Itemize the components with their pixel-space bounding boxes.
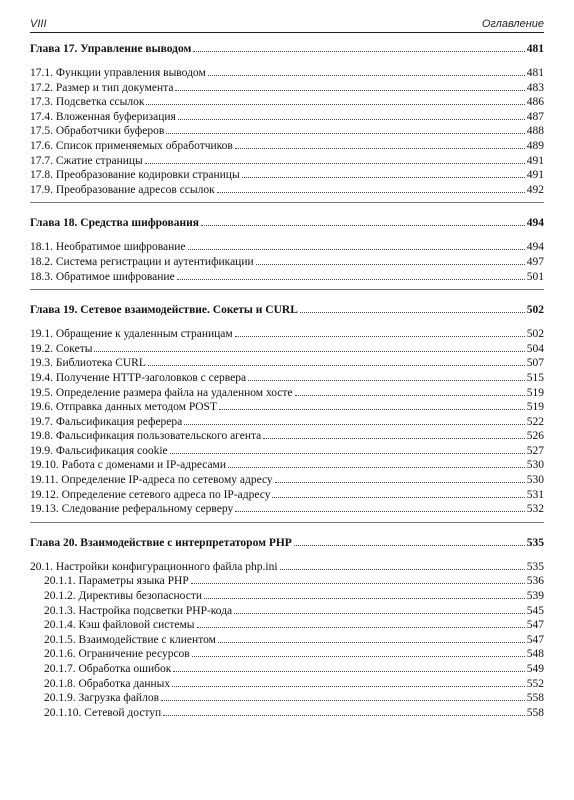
toc-section-entry[interactable] xyxy=(30,428,544,443)
entry-title: 17.7. Сжатие страницы xyxy=(30,154,143,167)
page-header xyxy=(30,10,544,33)
page-number: VIII xyxy=(30,18,47,30)
entry-page-number: 497 xyxy=(526,255,544,268)
chapter-page-number: 535 xyxy=(526,536,544,549)
entry-title: 19.7. Фальсификация реферера xyxy=(30,415,183,428)
chapter-page-number: 481 xyxy=(526,43,544,55)
chapter-title: Глава 20. Взаимодействие с интерпретатором PHP xyxy=(30,536,292,549)
toc-subsection-entry[interactable] xyxy=(30,661,544,676)
toc-section-entry[interactable] xyxy=(30,109,544,124)
dot-leader xyxy=(172,676,525,687)
entry-title: 19.11. Определение IP-адреса по сетевому адресу xyxy=(30,474,273,487)
entry-page-number: 526 xyxy=(526,430,544,443)
entry-title: 19.8. Фальсификация пользовательского агента xyxy=(30,430,262,443)
dot-leader xyxy=(161,690,525,701)
entry-page-number: 489 xyxy=(526,139,544,152)
entry-page-number: 539 xyxy=(526,590,544,603)
entry-title: 17.3. Подсветка ссылок xyxy=(30,96,145,109)
dot-leader xyxy=(192,646,525,657)
entry-title: 20.1.10. Сетевой доступ xyxy=(44,706,162,719)
entry-page-number: 558 xyxy=(526,692,544,705)
dot-leader xyxy=(275,472,525,483)
entry-page-number: 527 xyxy=(526,444,544,457)
entry-page-number: 494 xyxy=(526,241,544,254)
dot-leader xyxy=(295,385,525,396)
entry-title: 18.3. Обратимое шифрование xyxy=(30,270,175,283)
toc-section-entry[interactable] xyxy=(30,457,544,472)
chapter-title: Глава 18. Средства шифрования xyxy=(30,217,199,230)
entry-page-number: 547 xyxy=(526,633,544,646)
entry-page-number: 491 xyxy=(526,154,544,167)
toc-subsection-entry[interactable] xyxy=(30,573,544,588)
entry-page-number: 492 xyxy=(526,183,544,196)
dot-leader xyxy=(188,239,525,250)
entry-title: 20.1.8. Обработка данных xyxy=(44,677,171,690)
table-of-contents xyxy=(30,41,544,719)
toc-subsection-entry[interactable] xyxy=(30,705,544,720)
dot-leader xyxy=(300,302,525,313)
dot-leader xyxy=(248,370,525,381)
toc-section-entry[interactable] xyxy=(30,269,544,284)
entry-page-number: 549 xyxy=(526,663,544,675)
entry-title: 19.4. Получение HTTP-заголовков с сервера xyxy=(30,371,247,384)
entry-title: 17.9. Преобразование адресов ссылок xyxy=(30,183,215,196)
entry-title: 19.13. Следование реферальному серверу xyxy=(30,503,234,516)
toc-section-entry[interactable] xyxy=(30,341,544,356)
toc-section-entry[interactable] xyxy=(30,153,544,168)
entry-page-number: 535 xyxy=(526,560,544,573)
entry-title: 17.4. Вложенная буферизация xyxy=(30,110,176,123)
dot-leader xyxy=(148,355,525,366)
dot-leader xyxy=(235,326,525,337)
entry-page-number: 545 xyxy=(526,604,544,617)
dot-leader xyxy=(146,94,524,105)
chapter-heading[interactable] xyxy=(30,41,544,57)
dot-leader xyxy=(280,559,525,570)
chapter-heading[interactable] xyxy=(30,215,544,231)
toc-section-entry[interactable] xyxy=(30,399,544,414)
running-title: Оглавление xyxy=(481,18,544,30)
toc-section-entry[interactable] xyxy=(30,370,544,385)
entry-page-number: 507 xyxy=(526,357,544,370)
entry-page-number: 548 xyxy=(526,648,544,661)
toc-subsection-entry[interactable] xyxy=(30,617,544,632)
dot-leader xyxy=(145,153,525,164)
toc-section-entry[interactable] xyxy=(30,487,544,502)
entry-page-number: 504 xyxy=(526,342,544,355)
entry-page-number: 491 xyxy=(526,169,544,182)
toc-section-entry[interactable] xyxy=(30,65,544,80)
entry-page-number: 547 xyxy=(526,619,544,632)
entry-title: 17.1. Функции управления выводом xyxy=(30,67,206,79)
entry-title: 19.1. Обращение к удаленным страницам xyxy=(30,328,233,341)
toc-section-entry[interactable] xyxy=(30,326,544,341)
dot-leader xyxy=(201,215,525,226)
entry-title: 20.1.1. Параметры языка PHP xyxy=(44,575,189,588)
toc-subsection-entry[interactable] xyxy=(30,588,544,603)
dot-leader xyxy=(242,167,525,178)
entry-page-number: 515 xyxy=(526,371,544,384)
entry-title: 20.1.4. Кэш файловой системы xyxy=(44,619,195,632)
entry-page-number: 531 xyxy=(526,488,544,501)
toc-subsection-entry[interactable] xyxy=(30,690,544,705)
toc-section-entry[interactable] xyxy=(30,414,544,429)
entry-page-number: 536 xyxy=(526,575,544,588)
dot-leader xyxy=(217,182,525,193)
chapter-title: Глава 19. Сетевое взаимодействие. Сокеты и CURL xyxy=(30,304,298,317)
entry-page-number: 519 xyxy=(526,401,544,414)
entry-title: 17.5. Обработчики буферов xyxy=(30,125,165,138)
toc-section-entry[interactable] xyxy=(30,385,544,400)
entry-title: 17.6. Список применяемых обработчиков xyxy=(30,139,233,152)
chapter-page-number: 494 xyxy=(526,217,544,230)
dot-leader xyxy=(166,123,524,134)
toc-subsection-entry[interactable] xyxy=(30,632,544,647)
dot-leader xyxy=(208,65,525,76)
entry-title: 18.1. Необратимое шифрование xyxy=(30,241,186,254)
entry-page-number: 501 xyxy=(526,270,544,283)
entry-page-number: 530 xyxy=(526,474,544,487)
entry-title: 20.1.7. Обработка ошибок xyxy=(44,663,172,675)
entry-title: 19.12. Определение сетевого адреса по IP-адресу xyxy=(30,488,271,501)
entry-title: 19.9. Фальсификация cookie xyxy=(30,444,168,457)
toc-section-entry[interactable] xyxy=(30,443,544,458)
entry-title: 20.1.3. Настройка подсветки PHP-кода xyxy=(44,604,233,617)
chapter-section xyxy=(30,522,544,720)
toc-section-entry[interactable] xyxy=(30,355,544,370)
toc-section-entry[interactable] xyxy=(30,138,544,153)
dot-leader xyxy=(219,399,525,410)
entry-page-number: 530 xyxy=(526,459,544,472)
dot-leader xyxy=(294,535,525,546)
dot-leader xyxy=(175,80,524,91)
dot-leader xyxy=(235,138,525,149)
dot-leader xyxy=(177,269,525,280)
chapter-title: Глава 17. Управление выводом xyxy=(30,43,192,55)
toc-subsection-entry[interactable] xyxy=(30,676,544,691)
entry-title: 19.3. Библиотека CURL xyxy=(30,357,146,370)
entry-page-number: 488 xyxy=(526,125,544,138)
dot-leader xyxy=(94,341,524,352)
chapter-page-number: 502 xyxy=(526,304,544,317)
entry-title: 20.1.2. Директивы безопасности xyxy=(44,590,203,603)
toc-subsection-entry[interactable] xyxy=(30,603,544,618)
entry-page-number: 481 xyxy=(526,67,544,79)
dot-leader xyxy=(256,254,525,265)
dot-leader xyxy=(163,705,525,716)
toc-section-entry[interactable] xyxy=(30,254,544,269)
entry-page-number: 532 xyxy=(526,503,544,516)
toc-section-entry[interactable] xyxy=(30,559,544,574)
chapter-section xyxy=(30,202,544,283)
entry-page-number: 519 xyxy=(526,386,544,399)
entry-page-number: 483 xyxy=(526,81,544,94)
toc-section-entry[interactable] xyxy=(30,472,544,487)
dot-leader xyxy=(197,617,525,628)
entry-title: 19.5. Определение размера файла на удаленном хосте xyxy=(30,386,293,399)
toc-page xyxy=(30,10,544,719)
toc-subsection-entry[interactable] xyxy=(30,646,544,661)
entry-title: 20.1. Настройки конфигурационного файла php.ini xyxy=(30,560,278,573)
dot-leader xyxy=(178,109,525,120)
chapter-section xyxy=(30,41,544,196)
chapter-section xyxy=(30,289,544,516)
dot-leader xyxy=(184,414,524,425)
entry-title: 20.1.6. Ограничение ресурсов xyxy=(44,648,190,661)
entry-title: 19.10. Работа с доменами и IP-адресами xyxy=(30,459,226,472)
toc-section-entry[interactable] xyxy=(30,501,544,516)
dot-leader xyxy=(170,443,525,454)
chapter-heading[interactable] xyxy=(30,535,544,551)
dot-leader xyxy=(272,487,524,498)
entry-title: 17.2. Размер и тип документа xyxy=(30,81,174,94)
entry-page-number: 486 xyxy=(526,96,544,109)
entry-page-number: 552 xyxy=(526,677,544,690)
entry-title: 19.6. Отправка данных методом POST xyxy=(30,401,217,414)
toc-section-entry[interactable] xyxy=(30,239,544,254)
entry-title: 19.2. Сокеты xyxy=(30,342,93,355)
entry-title: 18.2. Система регистрации и аутентификации xyxy=(30,255,254,268)
entry-title: 20.1.5. Взаимодействие с клиентом xyxy=(44,633,216,646)
dot-leader xyxy=(234,603,525,614)
dot-leader xyxy=(228,457,525,468)
entry-page-number: 522 xyxy=(526,415,544,428)
toc-section-entry[interactable] xyxy=(30,167,544,182)
dot-leader xyxy=(193,41,524,52)
toc-section-entry[interactable] xyxy=(30,123,544,138)
dot-leader xyxy=(218,632,525,643)
entry-title: 20.1.9. Загрузка файлов xyxy=(44,692,159,705)
entry-page-number: 502 xyxy=(526,328,544,341)
toc-section-entry[interactable] xyxy=(30,94,544,109)
entry-page-number: 558 xyxy=(526,706,544,719)
dot-leader xyxy=(204,588,525,599)
dot-leader xyxy=(263,428,524,439)
toc-section-entry[interactable] xyxy=(30,182,544,197)
chapter-heading[interactable] xyxy=(30,302,544,318)
toc-section-entry[interactable] xyxy=(30,80,544,95)
entry-page-number: 487 xyxy=(526,110,544,123)
dot-leader xyxy=(191,573,525,584)
entry-title: 17.8. Преобразование кодировки страницы xyxy=(30,169,240,182)
dot-leader xyxy=(173,661,524,672)
dot-leader xyxy=(235,501,525,512)
